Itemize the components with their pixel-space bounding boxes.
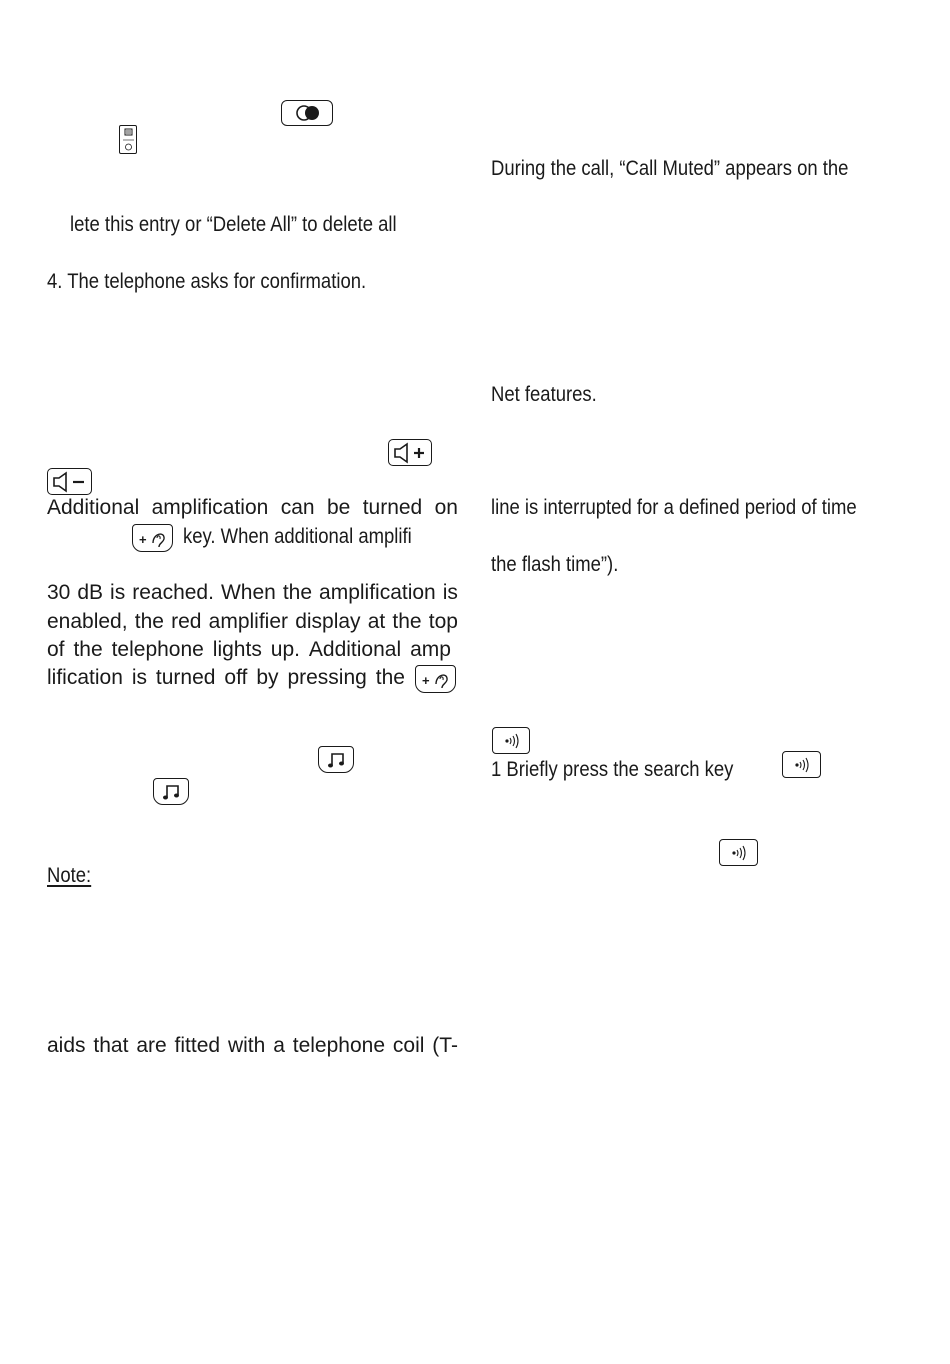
- search-instruction-text: 1 Briefly press the search key: [491, 758, 734, 781]
- note-label: Note:: [47, 864, 92, 887]
- amplification-line-6: lification is turned off by pressing the: [47, 666, 405, 689]
- confirmation-text: 4. The telephone asks for confirmation.: [47, 270, 367, 293]
- svg-text:+: +: [139, 532, 147, 547]
- paging-search-key-icon: [719, 839, 758, 866]
- ringer-melody-key-icon: [153, 778, 189, 805]
- call-muted-text: During the call, “Call Muted” appears on the: [491, 157, 849, 180]
- flash-text-line-2: the flash time”).: [491, 553, 619, 576]
- svg-text:+: +: [422, 673, 430, 688]
- flash-text-line-1: line is interrupted for a defined period of time: [491, 496, 857, 519]
- paging-search-key-icon: [782, 751, 821, 778]
- amplification-line-1: Additional amplification can be turned on: [47, 496, 458, 519]
- hearing-aids-text: aids that are fitted with a telephone coil (T-: [47, 1034, 458, 1057]
- paging-search-key-icon: [492, 727, 530, 754]
- volume-up-key-icon: [388, 439, 432, 466]
- net-features-text: Net features.: [491, 383, 597, 406]
- mute-key-icon: [281, 100, 333, 126]
- phonebook-key-icon: [119, 125, 137, 154]
- amplification-line-2: key. When additional amplifi: [183, 525, 412, 548]
- amplify-key-icon: [132, 524, 173, 552]
- amplify-key-icon: [415, 665, 456, 693]
- volume-down-key-icon: [47, 468, 92, 495]
- delete-entry-text: lete this entry or “Delete All” to delete all: [70, 213, 397, 236]
- ringer-melody-key-icon: [318, 746, 354, 773]
- amplification-line-4: enabled, the red amplifier display at the top: [47, 610, 458, 633]
- amplification-line-3: 30 dB is reached. When the amplification is: [47, 581, 458, 604]
- amplification-line-5: of the telephone lights up. Additional amp: [47, 638, 451, 661]
